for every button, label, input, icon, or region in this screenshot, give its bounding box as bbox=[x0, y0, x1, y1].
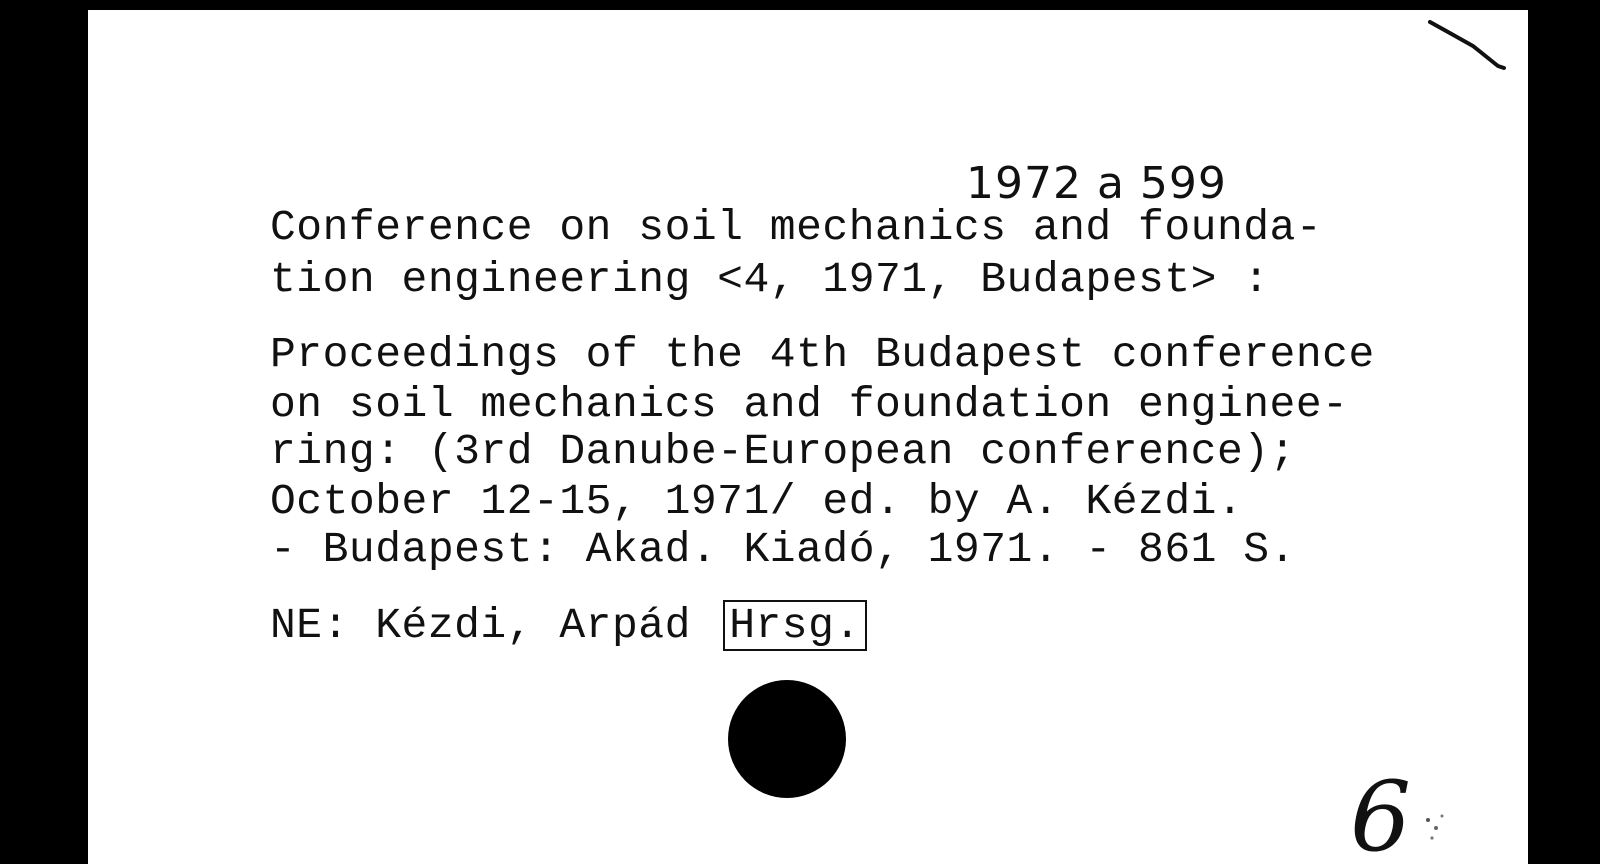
handwritten-number-text: 6 bbox=[1350, 761, 1412, 860]
punch-hole bbox=[728, 680, 846, 798]
handwritten-number bbox=[1346, 750, 1466, 860]
title-line-3: ring: (3rd Danube-European conference); bbox=[270, 427, 1296, 476]
added-entry bbox=[270, 600, 867, 651]
title-line-4: October 12-15, 1971/ ed. by A. Kézdi. bbox=[270, 477, 1244, 526]
heading-line-1: Conference on soil mechanics and founda- bbox=[270, 203, 1323, 252]
added-entry-role: Hrsg. bbox=[723, 600, 867, 651]
title-line-1: Proceedings of the 4th Budapest conference bbox=[270, 330, 1375, 379]
imprint-line: - Budapest: Akad. Kiadó, 1971. - 861 S. bbox=[270, 525, 1296, 574]
pencil-stroke-mark bbox=[1428, 18, 1508, 78]
call-number: 1972 a 599 bbox=[966, 158, 1227, 209]
heading-line-2: tion engineering <4, 1971, Budapest> : bbox=[270, 255, 1270, 304]
catalog-card bbox=[88, 10, 1528, 864]
title-line-2: on soil mechanics and foundation enginee- bbox=[270, 380, 1349, 429]
added-entry-name: NE: Kézdi, Arpád bbox=[270, 601, 691, 650]
